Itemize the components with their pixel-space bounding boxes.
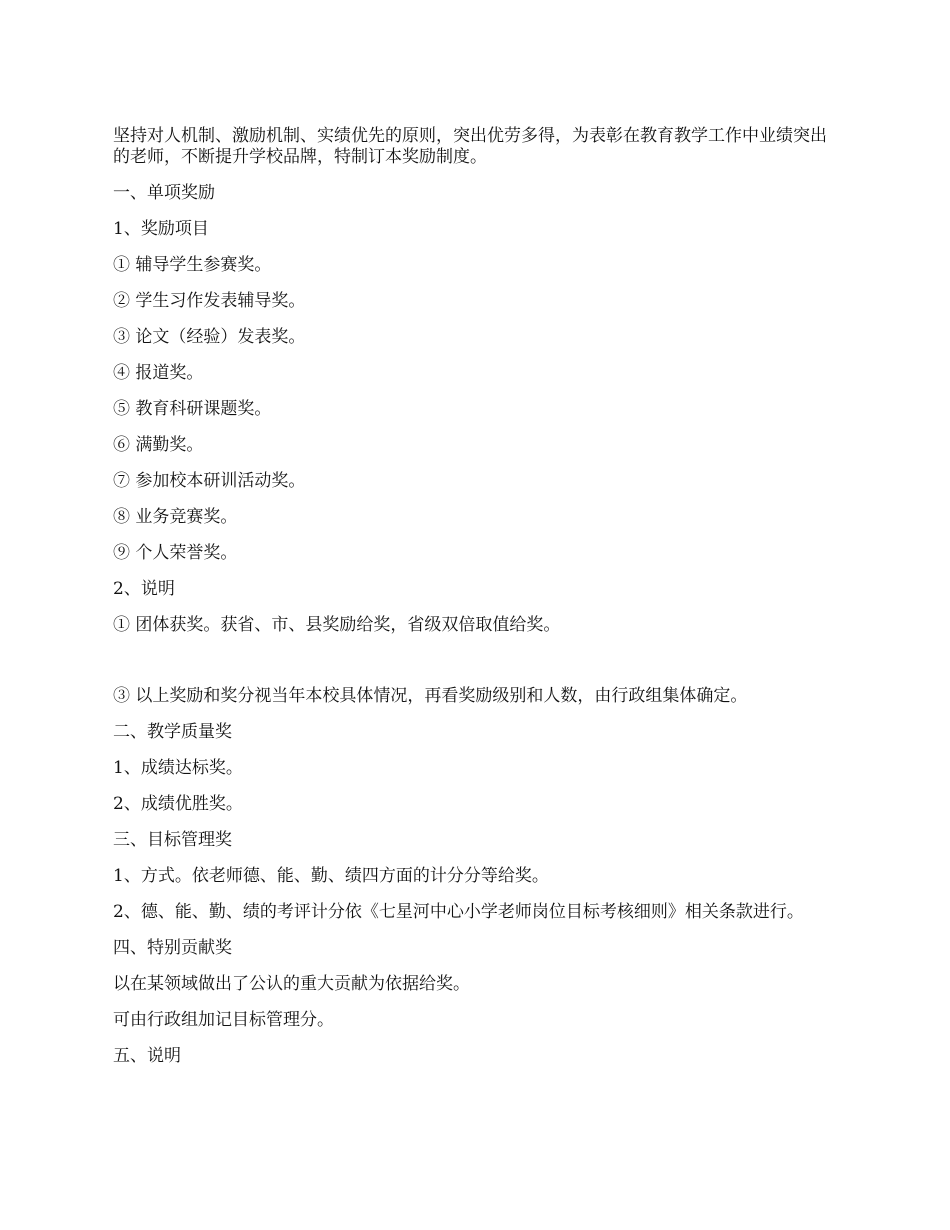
list-item: 2、德、能、勤、绩的考评计分依《七星河中心小学老师岗位目标考核细则》相关条款进行。 — [113, 902, 804, 922]
paragraph: 以在某领域做出了公认的重大贡献为依据给奖。 — [113, 974, 470, 994]
section-heading-teaching-quality: 二、教学质量奖 — [113, 722, 232, 742]
subheading-notes: 2、说明 — [113, 579, 175, 599]
list-item: ⑧ 业务竞赛奖。 — [113, 507, 238, 527]
list-item: ⑥ 满勤奖。 — [113, 435, 204, 455]
blank-gap — [113, 651, 843, 686]
list-item: ⑦ 参加校本研训活动奖。 — [113, 471, 306, 491]
list-item: 2、成绩优胜奖。 — [113, 794, 243, 814]
list-item: ① 辅导学生参赛奖。 — [113, 255, 272, 275]
note-item: ③ 以上奖励和奖分视当年本校具体情况，再看奖励级别和人数，由行政组集体确定。 — [113, 686, 748, 706]
list-item: ④ 报道奖。 — [113, 363, 204, 383]
paragraph: 可由行政组加记目标管理分。 — [113, 1010, 334, 1030]
list-item: ③ 论文（经验）发表奖。 — [113, 327, 306, 347]
list-item: ⑤ 教育科研课题奖。 — [113, 399, 272, 419]
section-heading-target-management: 三、目标管理奖 — [113, 830, 232, 850]
section-heading-single-awards: 一、单项奖励 — [113, 183, 215, 203]
note-item: ① 团体获奖。获省、市、县奖励给奖，省级双倍取值给奖。 — [113, 615, 561, 635]
subheading-award-items: 1、奖励项目 — [113, 219, 209, 239]
section-heading-special-contribution: 四、特别贡献奖 — [113, 938, 232, 958]
document-body — [113, 126, 843, 1082]
section-heading-notes: 五、说明 — [113, 1046, 181, 1066]
list-item: 1、成绩达标奖。 — [113, 758, 243, 778]
intro-paragraph: 坚持对人机制、激励机制、实绩优先的原则，突出优劳多得，为表彰在教育教学工作中业绩突出的老师，不断提升学校品牌，特制订本奖励制度。 — [113, 126, 827, 167]
list-item: ⑨ 个人荣誉奖。 — [113, 543, 238, 563]
list-item: 1、方式。依老师德、能、勤、绩四方面的计分分等给奖。 — [113, 866, 549, 886]
list-item: ② 学生习作发表辅导奖。 — [113, 291, 306, 311]
